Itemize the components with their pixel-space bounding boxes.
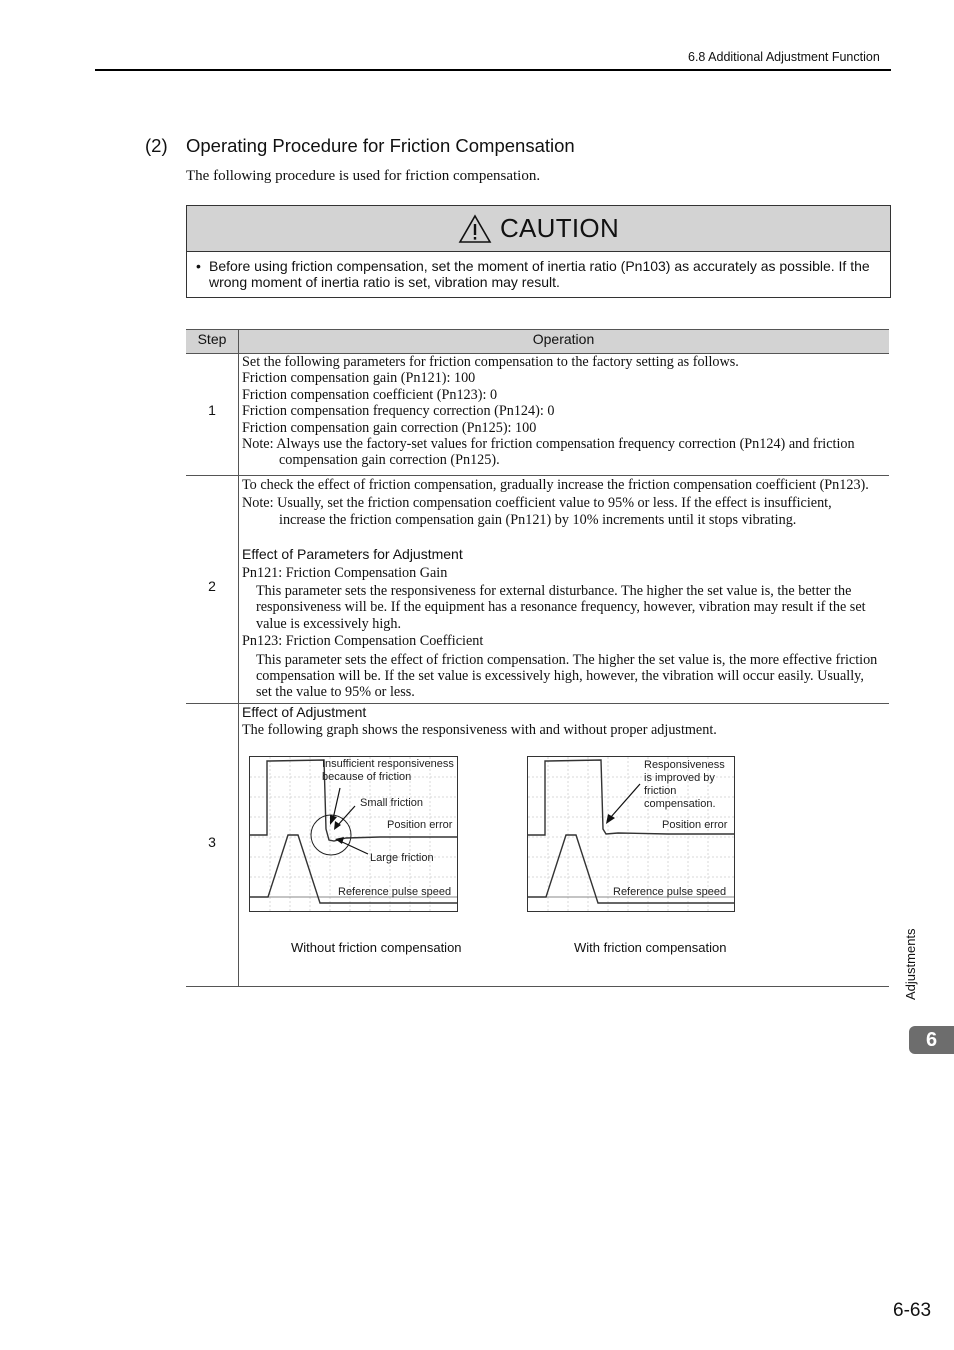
graph-with-compensation — [527, 756, 735, 912]
step-1-note-cont: compensation gain correction (Pn125). — [279, 452, 500, 469]
label-reference-pulse-speed: Reference pulse speed — [338, 886, 452, 898]
graph-right-note: compensation. — [644, 798, 716, 810]
page-number: 6-63 — [893, 1300, 932, 1321]
column-divider — [238, 329, 239, 987]
pn123-title: Pn123: Friction Compensation Coefficient — [242, 633, 484, 650]
graph-right-plot — [528, 757, 734, 911]
pn123-desc: compensation will be. If the set value is excessively high, however, the vibration will occur easily. Usually, — [256, 668, 864, 685]
step-number-2: 2 — [208, 578, 216, 594]
graph-right-note: friction — [644, 785, 677, 797]
label-large-friction: Large friction — [370, 852, 434, 864]
graph-right-note: is improved by — [644, 772, 715, 784]
step-1-note: Note: Always use the factory-set values for friction compensation frequency correction (Pn124) and friction — [242, 436, 855, 453]
step-1-line: Friction compensation gain correction (Pn125): 100 — [242, 419, 537, 436]
procedure-table — [186, 329, 889, 987]
step-number-1: 1 — [208, 402, 216, 418]
warning-triangle-icon — [458, 214, 492, 244]
pn121-desc: value is excessively high. — [256, 615, 401, 632]
step-3-desc: The following graph shows the responsiveness with and without proper adjustment. — [242, 722, 717, 739]
step-2-content — [242, 477, 887, 701]
graph-without-compensation — [249, 756, 458, 912]
section-heading — [145, 135, 575, 157]
step-2-line: To check the effect of friction compensation, gradually increase the friction compensation coefficient (Pn123). — [242, 477, 869, 493]
running-header: 6.8 Additional Adjustment Function — [688, 50, 880, 64]
caption-with-compensation: With friction compensation — [574, 940, 727, 955]
step-2-subheading: Effect of Parameters for Adjustment — [242, 546, 463, 563]
caption-without-compensation: Without friction compensation — [291, 940, 462, 955]
caution-header — [187, 206, 890, 252]
table-header-row — [186, 329, 889, 354]
table-bottom-rule — [186, 986, 889, 987]
pn123-desc: This parameter sets the effect of friction compensation. The higher the set value is, the more effective friction — [256, 651, 878, 668]
label-small-friction: Small friction — [360, 797, 423, 809]
step-number-3: 3 — [208, 834, 216, 850]
header-operation: Operation — [532, 331, 595, 347]
graph-right-note: Responsiveness — [644, 759, 725, 771]
header-rule — [95, 69, 891, 71]
label-position-error: Position error — [662, 819, 728, 831]
pn121-title: Pn121: Friction Compensation Gain — [242, 564, 448, 581]
chapter-side-label: Adjustments — [903, 928, 918, 1000]
header-step: Step — [197, 331, 227, 347]
row-divider — [186, 475, 889, 476]
section-title: Operating Procedure for Friction Compensation — [186, 135, 575, 156]
step-1-line: Friction compensation frequency correction (Pn124): 0 — [242, 403, 555, 420]
label-position-error: Position error — [387, 819, 453, 831]
caution-text: Before using friction compensation, set the moment of inertia ratio (Pn103) as accurately as possible. If the wrong moment of inertia ratio is set, vibration may result. — [209, 258, 870, 290]
graph-left-plot — [250, 757, 457, 911]
step-1-content — [242, 354, 887, 469]
section-number: (2) — [145, 135, 168, 156]
pn123-desc: set the value to 95% or less. — [256, 684, 415, 701]
pn121-desc: responsiveness will be. If the equipment has a resonance frequency, however, vibration may result if the set — [256, 599, 866, 616]
label-reference-pulse-speed: Reference pulse speed — [613, 886, 727, 898]
graph-left-note: Insufficient responsiveness — [322, 758, 454, 770]
caution-bullet: • — [196, 258, 201, 274]
step-3-subheading: Effect of Adjustment — [242, 704, 367, 720]
step-1-line: Friction compensation gain (Pn121): 100 — [242, 370, 476, 387]
step-1-line: Friction compensation coefficient (Pn123): 0 — [242, 386, 498, 403]
chapter-tab: 6 — [909, 1026, 954, 1054]
graph-left-note: because of friction — [322, 771, 412, 783]
caution-body — [187, 252, 890, 290]
step-3-content — [242, 704, 887, 739]
pn121-desc: This parameter sets the responsiveness for external disturbance. The higher the set value is, the better the — [256, 583, 852, 600]
step-2-note: Note: Usually, set the friction compensation coefficient value to 95% or less. If the effect is insufficient, — [242, 495, 832, 512]
step-2-note-cont: increase the friction compensation gain (Pn121) by 10% increments until it stops vibrating. — [279, 511, 797, 528]
caution-box — [186, 205, 891, 298]
step-1-line: Set the following parameters for friction compensation to the factory setting as follows. — [242, 354, 739, 370]
caution-title: CAUTION — [499, 213, 620, 243]
intro-paragraph: The following procedure is used for friction compensation. — [186, 168, 541, 184]
